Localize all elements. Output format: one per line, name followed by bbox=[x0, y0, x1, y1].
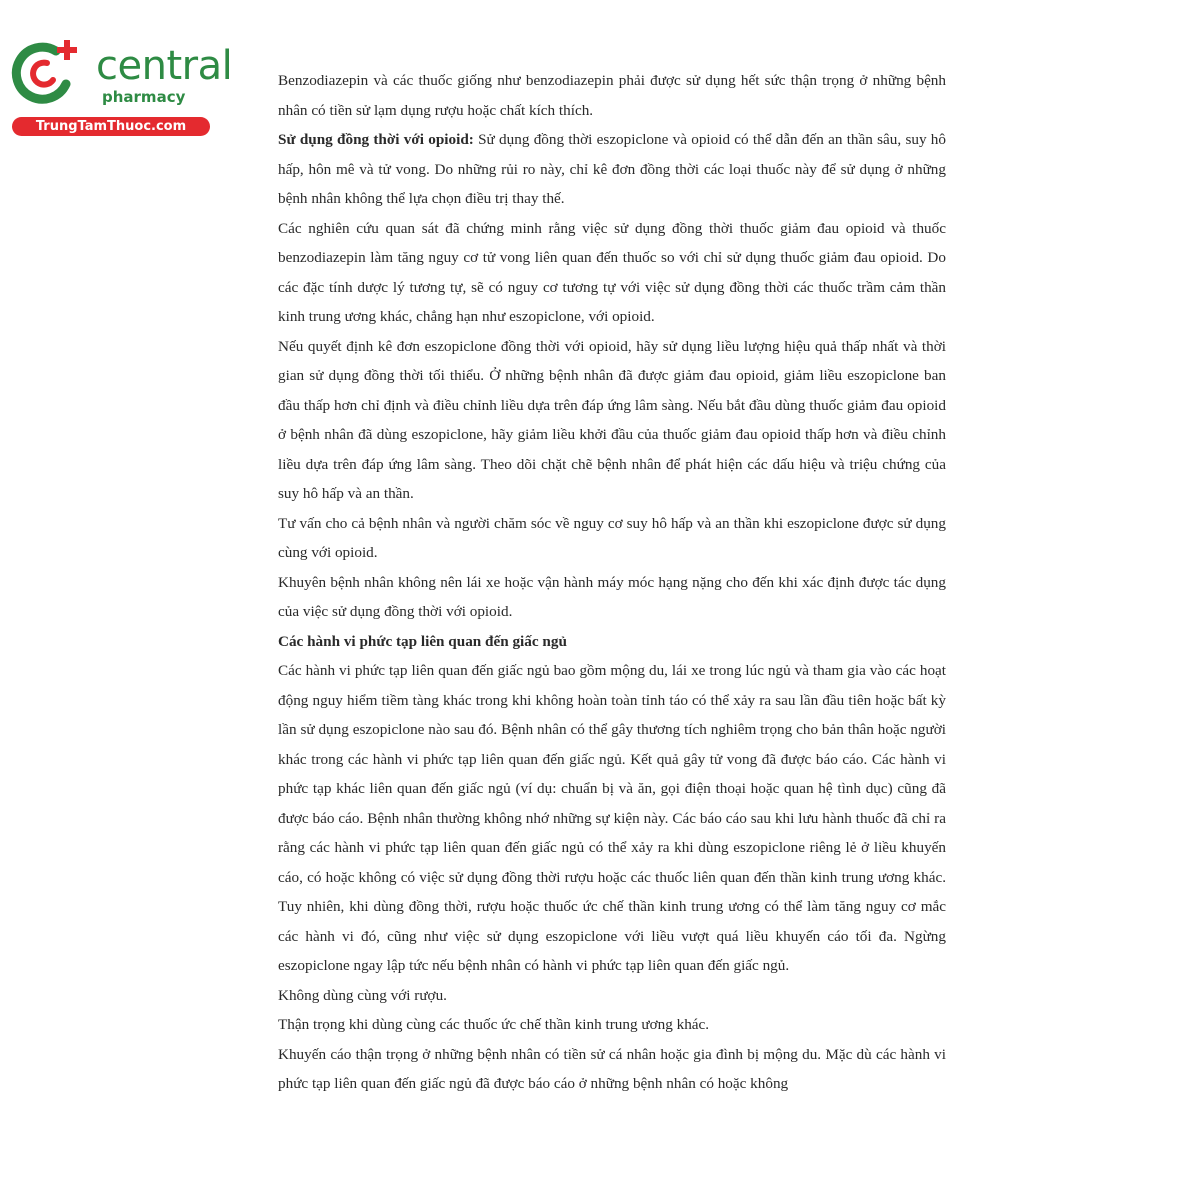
brand-url-badge: TrungTamThuoc.com bbox=[12, 117, 210, 136]
section-heading: Các hành vi phức tạp liên quan đến giấc ngủ bbox=[278, 632, 567, 650]
paragraph: Nếu quyết định kê đơn eszopiclone đồng thời với opioid, hãy sử dụng liều lượng hiệu quả thấp nhất và thời gian sử dụng đồng thời tối thiểu. Ở những bệnh nhân đã được giảm đau opioid, giảm liều eszopiclone ban đầu thấp hơn chỉ định và điều chỉnh liều dựa trên đáp ứng lâm sàng. Nếu bắt đầu dùng thuốc giảm đau opioid ở bệnh nhân đã dùng eszopiclone, hãy giảm liều khởi đầu của thuốc giảm đau opioid thấp hơn và điều chỉnh liều dựa trên đáp ứng lâm sàng. Theo dõi chặt chẽ bệnh nhân để phát hiện các dấu hiệu và triệu chứng của suy hô hấp và an thần. bbox=[278, 337, 946, 502]
paragraph bbox=[278, 125, 946, 214]
paragraph: Khuyến cáo thận trọng ở những bệnh nhân có tiền sử cá nhân hoặc gia đình bị mộng du. Mặc dù các hành vi phức tạp liên quan đến giấc ngủ đã được báo cáo ở những bệnh nhân có hoặc không bbox=[278, 1045, 946, 1092]
paragraph: Không dùng cùng với rượu. bbox=[278, 986, 447, 1004]
paragraph-label: Sử dụng đồng thời với opioid: bbox=[278, 131, 474, 148]
paragraph: Các hành vi phức tạp liên quan đến giấc ngủ bao gồm mộng du, lái xe trong lúc ngủ và tham gia vào các hoạt động nguy hiểm tiềm tàng khác trong khi không hoàn toàn tỉnh táo có thể xảy ra sau lần đầu tiên hoặc bất kỳ lần sử dụng eszopiclone nào sau đó. Bệnh nhân có thể gây thương tích nghiêm trọng cho bản thân hoặc người khác trong các hành vi phức tạp liên quan đến giấc ngủ. Kết quả gây tử vong đã được báo cáo. Các hành vi phức tạp khác liên quan đến giấc ngủ (ví dụ: chuẩn bị và ăn, gọi điện thoại hoặc quan hệ tình dục) cũng đã được báo cáo. Bệnh nhân thường không nhớ những sự kiện này. Các báo cáo sau khi lưu hành thuốc đã chỉ ra rằng các hành vi phức tạp liên quan đến giấc ngủ có thể xảy ra khi dùng eszopiclone riêng lẻ ở liều khuyến cáo, có hoặc không có việc sử dụng đồng thời rượu hoặc các thuốc liên quan đến thần kinh trung ương khác. Tuy nhiên, khi dùng đồng thời, rượu hoặc thuốc ức chế thần kinh trung ương có thể làm tăng nguy cơ mắc các hành vi đó, cũng như việc sử dụng eszopiclone với liều vượt quá liều khuyến cáo tối đa. Ngừng eszopiclone ngay lập tức nếu bệnh nhân có hành vi phức tạp liên quan đến giấc ngủ. bbox=[278, 662, 946, 974]
paragraph-text: Sử dụng đồng thời eszopiclone và opioid có thể dẫn đến an thần sâu, suy hô hấp, hôn mê và tử vong. Do những rủi ro này, chỉ kê đơn đồng thời các loại thuốc này để sử dụng ở những bệnh nhân không thể lựa chọn điều trị thay thế. bbox=[278, 131, 946, 207]
paragraph: Benzodiazepin và các thuốc giống như benzodiazepin phải được sử dụng hết sức thận trọng ở những bệnh nhân có tiền sử lạm dụng rượu hoặc chất kích thích. bbox=[278, 72, 946, 119]
paragraph: Khuyên bệnh nhân không nên lái xe hoặc vận hành máy móc hạng nặng cho đến khi xác định được tác dụng của việc sử dụng đồng thời với opioid. bbox=[278, 573, 946, 620]
brand-logo bbox=[10, 38, 233, 138]
paragraph: Các nghiên cứu quan sát đã chứng minh rằng việc sử dụng đồng thời thuốc giảm đau opioid và thuốc benzodiazepin làm tăng nguy cơ tử vong liên quan đến thuốc so với chỉ sử dụng thuốc giảm đau opioid. Do các đặc tính dược lý tương tự, sẽ có nguy cơ tương tự với việc sử dụng đồng thời các thuốc trầm cảm thần kinh trung ương khác, chẳng hạn như eszopiclone, với opioid. bbox=[278, 219, 946, 325]
pharmacy-cross-icon bbox=[10, 38, 80, 108]
paragraph: Tư vấn cho cả bệnh nhân và người chăm sóc về nguy cơ suy hô hấp và an thần khi eszopiclone được sử dụng cùng với opioid. bbox=[278, 514, 946, 561]
brand-subtitle: pharmacy bbox=[102, 88, 186, 106]
document-body bbox=[278, 66, 946, 1099]
paragraph: Thận trọng khi dùng cùng các thuốc ức chế thần kinh trung ương khác. bbox=[278, 1016, 710, 1033]
brand-name: central bbox=[96, 43, 233, 89]
